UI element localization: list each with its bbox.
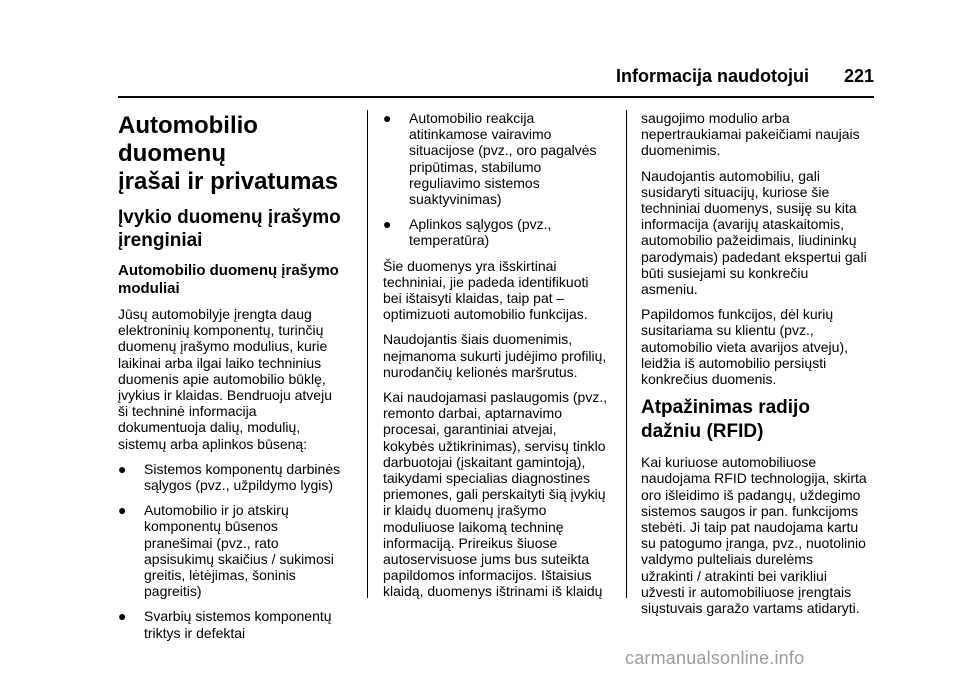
body-paragraph: [641, 454, 876, 616]
section-title: Informacija naudotojui: [615, 66, 809, 86]
column-divider: [367, 110, 368, 598]
text-line: Aplinkos sąlygos (pvz.,: [409, 216, 552, 233]
bullet-icon: ●: [383, 216, 392, 233]
bullet-icon: ●: [118, 460, 127, 477]
header-rule: [118, 96, 874, 98]
text-line: situacijose (pvz., oro pagalvės: [409, 142, 597, 159]
text-line: duomenimis.: [641, 142, 721, 159]
text-line: automobilio vieta avarijos atveju),: [641, 338, 848, 355]
text-line: Naudojantis šiais duomenimis,: [383, 331, 573, 348]
text-line: reguliavimo sistemos: [409, 174, 540, 191]
text-line: papildomos informacijos. Ištaisius: [383, 567, 592, 584]
text-line: Papildomos funkcijos, dėl kurių: [641, 306, 834, 323]
bullet-item: [118, 502, 353, 599]
text-line: Kai kuriuose automobiliuose: [641, 454, 817, 471]
body-paragraph: [383, 389, 618, 600]
text-line: temperatūra): [409, 232, 490, 249]
text-line: Automobilio reakcija: [409, 110, 535, 126]
column-divider: [626, 110, 627, 598]
text-line: leidžia iš automobilio persiųsti: [641, 354, 827, 371]
column-2: [383, 110, 618, 609]
text-line: techniniai, jie padeda identifikuoti: [383, 273, 589, 290]
bullet-item: [383, 110, 618, 207]
text-line: užrakinti / atrakinti bei varikliui: [641, 567, 827, 584]
heading-line: Įvykio duomenų įrašymo: [118, 207, 341, 228]
text-line: suaktyvinimas): [409, 191, 502, 208]
text-line: susidaryti situacijų, kuriose šie: [641, 183, 830, 200]
text-line: taikydami specialias diagnostines: [383, 470, 590, 487]
heading-line: įrenginiai: [118, 230, 203, 251]
text-line: techniniai duomenys, susiję su kita: [641, 200, 857, 217]
text-line: remonto darbai, aptarnavimo: [383, 405, 562, 422]
text-line: Jūsų automobilyje įrengta daug: [118, 306, 312, 322]
heading-line: moduliai: [118, 280, 180, 297]
text-line: užvesti ir automobiliuose įrengtais: [641, 583, 852, 600]
text-line: sistemos saugos ir pan. funkcijoms: [641, 502, 859, 519]
text-line: valdymo pulteliais durelėms: [641, 551, 813, 568]
bullet-item: [118, 608, 353, 640]
text-line: automobilio pažeidimais, liudininkų: [641, 232, 857, 249]
text-line: susitariama su klientu (pvz.,: [641, 322, 814, 339]
heading-line: dažniu (RFID): [641, 421, 764, 443]
text-line: sąlygos (pvz., užpildymo lygis): [144, 477, 334, 494]
column-1: [118, 110, 353, 650]
text-line: elektroninių komponentų, turinčių: [118, 322, 324, 339]
text-line: Šie duomenys yra išskirtinai: [383, 257, 557, 274]
heading-line: Automobilio duomenų: [118, 112, 258, 167]
text-line: sistemų arba aplinkos būseną:: [118, 435, 308, 452]
text-line: parodymais) padedant ekspertui gali: [641, 248, 867, 265]
bullet-icon: ●: [118, 608, 127, 625]
text-line: klaidą, duomenys ištrinami iš klaidų: [383, 583, 603, 600]
text-line: pripūtimas, stabilumo: [409, 158, 542, 175]
page-number: 221: [843, 66, 874, 86]
text-line: Automobilio ir jo atskirų: [144, 502, 289, 519]
text-line: Svarbių sistemos komponentų: [144, 608, 332, 625]
bullet-item: [383, 216, 618, 248]
body-paragraph: [383, 258, 618, 323]
text-line: oro išleidimo iš padangų, uždegimo: [641, 486, 861, 503]
text-line: asmeniu.: [641, 281, 698, 298]
text-line: kokybės užtikrinimas), servisų tinklo: [383, 437, 606, 454]
text-line: apsisukimų skaičius / sukimosi: [144, 550, 334, 567]
heading-line: įrašai ir privatumas: [118, 168, 339, 195]
text-line: stebėti. Ji taip pat naudojama kartu: [641, 519, 859, 536]
page-header: [118, 66, 874, 90]
text-line: pagreitis): [144, 583, 202, 600]
text-line: nurodančių kelionės maršrutus.: [383, 363, 578, 380]
bullet-item: [118, 461, 353, 493]
bullet-icon: ●: [118, 502, 127, 519]
text-line: laikinai arba ilgai laiko techninius: [118, 354, 322, 371]
text-line: greitis, lėtėjimas, šoninis: [144, 567, 296, 584]
text-line: optimizuoti automobilio funkcijas.: [383, 306, 588, 323]
body-paragraph: [641, 168, 876, 298]
text-line: saugojimo modulio arba: [641, 110, 790, 126]
text-line: konkrečius duomenis.: [641, 371, 777, 388]
section-heading: [118, 112, 353, 196]
text-line: pranešimai (pvz., rato: [144, 534, 279, 551]
bullet-icon: ●: [383, 110, 392, 126]
heading-line: Automobilio duomenų įrašymo: [118, 262, 339, 279]
subsection-heading: [118, 206, 353, 252]
text-line: Sistemos komponentų darbinės: [144, 460, 341, 477]
text-line: priemones, gali perskaityti šią įvykių: [383, 486, 606, 503]
text-line: bei ištaisyti klaidas, taip pat –: [383, 290, 565, 307]
body-paragraph: [383, 331, 618, 380]
text-line: triktys ir defektai: [144, 624, 246, 641]
text-line: atitinkamose vairavimo: [409, 126, 552, 143]
heading-line: Atpažinimas radijo: [641, 397, 810, 419]
text-line: komponentų būsenos: [144, 518, 278, 535]
text-line: duomenis apie automobilio būklę,: [118, 370, 326, 387]
text-line: su patogumo įranga, pvz., nuotolinio: [641, 535, 866, 552]
text-line: informaciją. Prireikus šiuose: [383, 534, 558, 551]
text-line: Naudojantis automobiliu, gali: [641, 167, 820, 184]
text-line: Kai naudojamasi paslaugomis (pvz.,: [383, 389, 608, 406]
body-paragraph: [641, 306, 876, 387]
column-3: [641, 110, 876, 625]
text-line: duomenų įrašymo modulius, kurie: [118, 338, 328, 355]
body-paragraph: [641, 110, 876, 159]
text-line: darbuotojai (įskaitant gamintoją),: [383, 453, 586, 470]
text-line: procesai, garantiniai atvejai,: [383, 421, 557, 438]
text-line: ši techninė informacija: [118, 403, 257, 420]
minor-heading: [118, 262, 353, 298]
text-line: neįmanoma sukurti judėjimo profilių,: [383, 347, 607, 364]
text-line: moduliuose laikomą techninę: [383, 518, 564, 535]
text-line: siųstuvais garažo vartams atidaryti.: [641, 600, 860, 617]
text-line: informacija (avarijų ataskaitomis,: [641, 216, 845, 233]
text-line: įvykius ir klaidas. Bendruoju atveju: [118, 387, 332, 404]
body-paragraph: [118, 306, 353, 452]
text-line: nepertraukiamai pakeičiami naujais: [641, 126, 860, 143]
text-line: autoservisuose jums bus suteikta: [383, 551, 590, 568]
watermark: carmanualsonline.info: [625, 648, 805, 668]
text-line: naudojama RFID technologija, skirta: [641, 470, 867, 487]
text-line: dokumentuoja dalių, modulių,: [118, 419, 301, 436]
section-heading-rfid: [641, 396, 876, 444]
text-line: ir klaidų duomenų įrašymo: [383, 502, 547, 519]
text-line: būti susiejami su konkrečiu: [641, 264, 809, 281]
